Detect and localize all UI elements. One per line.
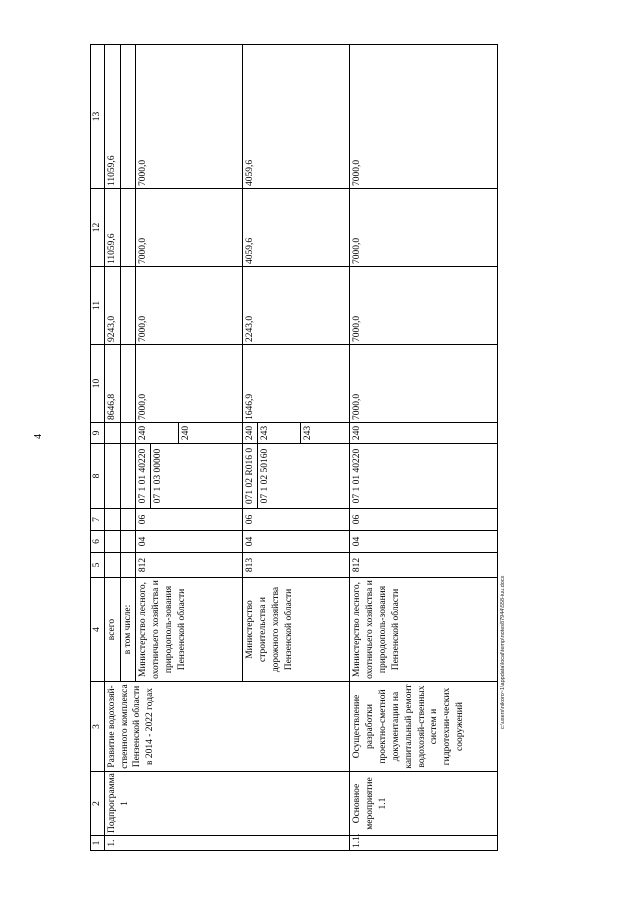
budget-table	[90, 44, 498, 851]
col-number-13: 13	[91, 45, 105, 189]
executor1-col8	[136, 444, 243, 509]
col-number-3: 3	[91, 682, 105, 772]
total-col10: 8646,8	[104, 345, 120, 423]
executor2-col9-a: 240	[245, 425, 256, 441]
measure-col5: 812	[350, 553, 498, 578]
col-number-1: 1	[91, 836, 105, 851]
measure-executor: Министерство лесного, охотничьего хозяйства и природополь-зования Пензенской области	[350, 578, 498, 682]
measure-col7: 06	[350, 509, 498, 531]
measure-col11: 7000,0	[350, 267, 498, 345]
executor1-col7: 06	[136, 509, 243, 531]
total-col11: 9243,0	[104, 267, 120, 345]
measure-col6: 04	[350, 531, 498, 553]
col-number-5: 5	[91, 553, 105, 578]
executor2-col11: 2243,0	[243, 267, 350, 345]
including-label: в том числе:	[120, 578, 136, 682]
executor2-col9-b: 243	[257, 423, 272, 443]
measure-title: Осуществление разработки проектно-сметной документации на капитальный ремонт водохозяй-ственных систем и гидротехни-ческих сооружений	[350, 682, 498, 772]
col-number-4: 4	[91, 578, 105, 682]
executor2-col5: 813	[243, 553, 350, 578]
col-number-7: 7	[91, 509, 105, 531]
col-number-2: 2	[91, 772, 105, 836]
document-path-footer: c:\users\nikoro~1\appdata\local\temp\notes87944\558-iuu.docx	[500, 575, 506, 729]
executor1-col8-b: 07 1 03 00000	[150, 444, 165, 508]
executor2-col10: 1646,9	[243, 345, 350, 423]
executor2-name: Министерство строительства и дорожного хозяйства Пензенской области	[243, 578, 350, 682]
measure-col9: 240	[350, 423, 498, 444]
col-number-11: 11	[91, 267, 105, 345]
executor1-col8-a: 07 1 01 40220	[138, 448, 149, 504]
executor2-col9	[243, 423, 350, 444]
executor2-col13: 4059,6	[243, 45, 350, 189]
total-label: всего	[104, 578, 120, 682]
subprogram-total-row	[104, 45, 120, 851]
total-col12: 11059,6	[104, 189, 120, 267]
page-number: 4	[33, 434, 44, 439]
executor1-col9-a: 240	[138, 425, 149, 441]
col-number-9: 9	[91, 423, 105, 444]
executor1-col6: 04	[136, 531, 243, 553]
col-number-12: 12	[91, 189, 105, 267]
executor2-col7: 06	[243, 509, 350, 531]
executor2-col8-b: 07 1 02 50160	[257, 444, 272, 508]
executor1-col9	[136, 423, 243, 444]
measure-col10: 7000,0	[350, 345, 498, 423]
executor2-col8	[243, 444, 350, 509]
measure-row	[350, 45, 498, 851]
subprogram-name: Подпрограмма 1	[104, 772, 350, 836]
col-number-6: 6	[91, 531, 105, 553]
subprogram-number: 1.	[104, 836, 350, 851]
executor1-col10: 7000,0	[136, 345, 243, 423]
executor1-col12: 7000,0	[136, 189, 243, 267]
col-number-10: 10	[91, 345, 105, 423]
executor2-col9-c: 243	[300, 423, 315, 443]
measure-number: 1.1.	[350, 836, 498, 851]
executor1-col13: 7000,0	[136, 45, 243, 189]
total-col13: 11059,6	[104, 45, 120, 189]
rotated-table-container	[90, 45, 590, 851]
executor1-col9-b: 240	[178, 423, 193, 443]
measure-col12: 7000,0	[350, 189, 498, 267]
measure-name: Основное мероприятие 1.1	[350, 772, 498, 836]
executor2-col8-a: 071 02 R016 0	[245, 447, 256, 505]
executor1-col11: 7000,0	[136, 267, 243, 345]
executor1-name: Министерство лесного, охотничьего хозяйства и природополь-зования Пензенской области	[136, 578, 243, 682]
subprogram-title: Развитие водохозяй-ственного комплекса Пензенской области в 2014 - 2022 годах	[104, 682, 350, 772]
measure-col8: 07 1 01 40220	[350, 444, 498, 509]
measure-col13: 7000,0	[350, 45, 498, 189]
col-number-8: 8	[91, 444, 105, 509]
executor2-col6: 04	[243, 531, 350, 553]
column-number-row	[91, 45, 105, 851]
executor1-col5: 812	[136, 553, 243, 578]
executor2-col12: 4059,6	[243, 189, 350, 267]
